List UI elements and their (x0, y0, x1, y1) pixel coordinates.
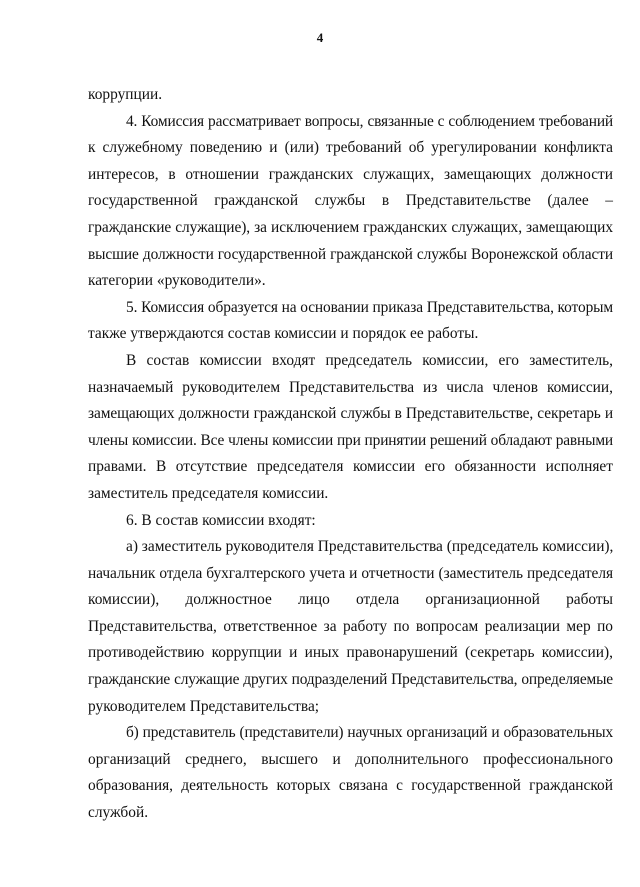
text-line: заместитель председателя комиссии. (88, 484, 329, 502)
paragraph-item-6a (88, 534, 613, 720)
word: комиссии), (88, 591, 160, 609)
text-line: члены комиссии. Все члены комиссии при принятии решений обладают равными (88, 431, 613, 449)
text-line: руководителем Представительства; (88, 697, 320, 715)
text-line: к служебному поведению и (или) требований об урегулировании конфликта (88, 139, 613, 157)
text-line: образования, деятельность которых связана с государственной гражданской (88, 777, 613, 795)
paragraph-item-6 (88, 508, 613, 535)
paragraph-composition (88, 348, 613, 508)
word: в (381, 192, 390, 210)
text-line: 6. В состав комиссии входят: (126, 511, 316, 529)
text-line: начальник отдела бухгалтерского учета и отчетности (заместитель председателя (88, 564, 613, 582)
text-line: В состав комиссии входят председатель комиссии, его заместитель, (126, 351, 613, 369)
text-line: гражданские служащие), за исключением гражданских служащих, замещающих (88, 218, 613, 236)
text-line: б) представитель (представители) научных организаций и образовательных (126, 724, 613, 742)
word: среднего, (185, 750, 247, 768)
text-line: противодействию коррупции и иных правонарушений (секретарь комиссии), (88, 644, 613, 662)
word: должностное (185, 591, 272, 609)
text-line: 4. Комиссия рассматривает вопросы, связанные с соблюдением требований (126, 112, 613, 130)
word: гражданской (214, 192, 299, 210)
word: отдела (356, 591, 400, 609)
text-line-spread (88, 747, 613, 774)
word: дополнительного (355, 750, 469, 768)
word: государственной (88, 192, 198, 210)
text-line: а) заместитель руководителя Представительства (председатель комиссии), (126, 538, 614, 556)
word: Представительстве (405, 192, 531, 210)
paragraph-item-6b (88, 720, 613, 826)
document-body (88, 82, 613, 827)
text-line: категории «руководители». (88, 272, 266, 290)
text-line: службой. (88, 804, 149, 822)
word: высшего (261, 750, 318, 768)
text-line: 5. Комиссия образуется на основании приказа Представительства, которым (126, 298, 614, 316)
page-number: 4 (316, 30, 324, 45)
word: лицо (298, 591, 330, 609)
text-line: интересов, в отношении гражданских служащих, замещающих должности (88, 165, 613, 183)
word: службы (314, 192, 366, 210)
word: (далее (547, 192, 589, 210)
text-line: Представительства, ответственное за работу по вопросам реализации мер по (88, 617, 613, 635)
text-line: высшие должности государственной гражданской службы Воронежской области (88, 245, 613, 263)
text-line: правами. В отсутствие председателя комиссии его обязанности исполняет (88, 458, 613, 476)
word: организационной (425, 591, 540, 609)
word: и (332, 750, 341, 768)
paragraph-item-5 (88, 295, 613, 348)
text-line: также утверждаются состав комиссии и порядок ее работы. (88, 325, 479, 343)
text-line: коррупции. (88, 86, 163, 103)
text-line-spread (88, 188, 613, 215)
word: организаций (88, 750, 171, 768)
paragraph-item-4 (88, 109, 613, 295)
text-line: замещающих должности гражданской службы в Представительстве, секретарь и (88, 405, 613, 423)
text-line: гражданские служащие других подразделений Представительства, определяемые (88, 671, 613, 689)
text-line-spread (88, 587, 613, 614)
paragraph-continuation (88, 82, 613, 109)
word: профессионального (483, 750, 613, 768)
word: работы (566, 591, 613, 609)
word: – (605, 192, 613, 210)
text-line: назначаемый руководителем Представительства из числа членов комиссии, (88, 378, 613, 396)
